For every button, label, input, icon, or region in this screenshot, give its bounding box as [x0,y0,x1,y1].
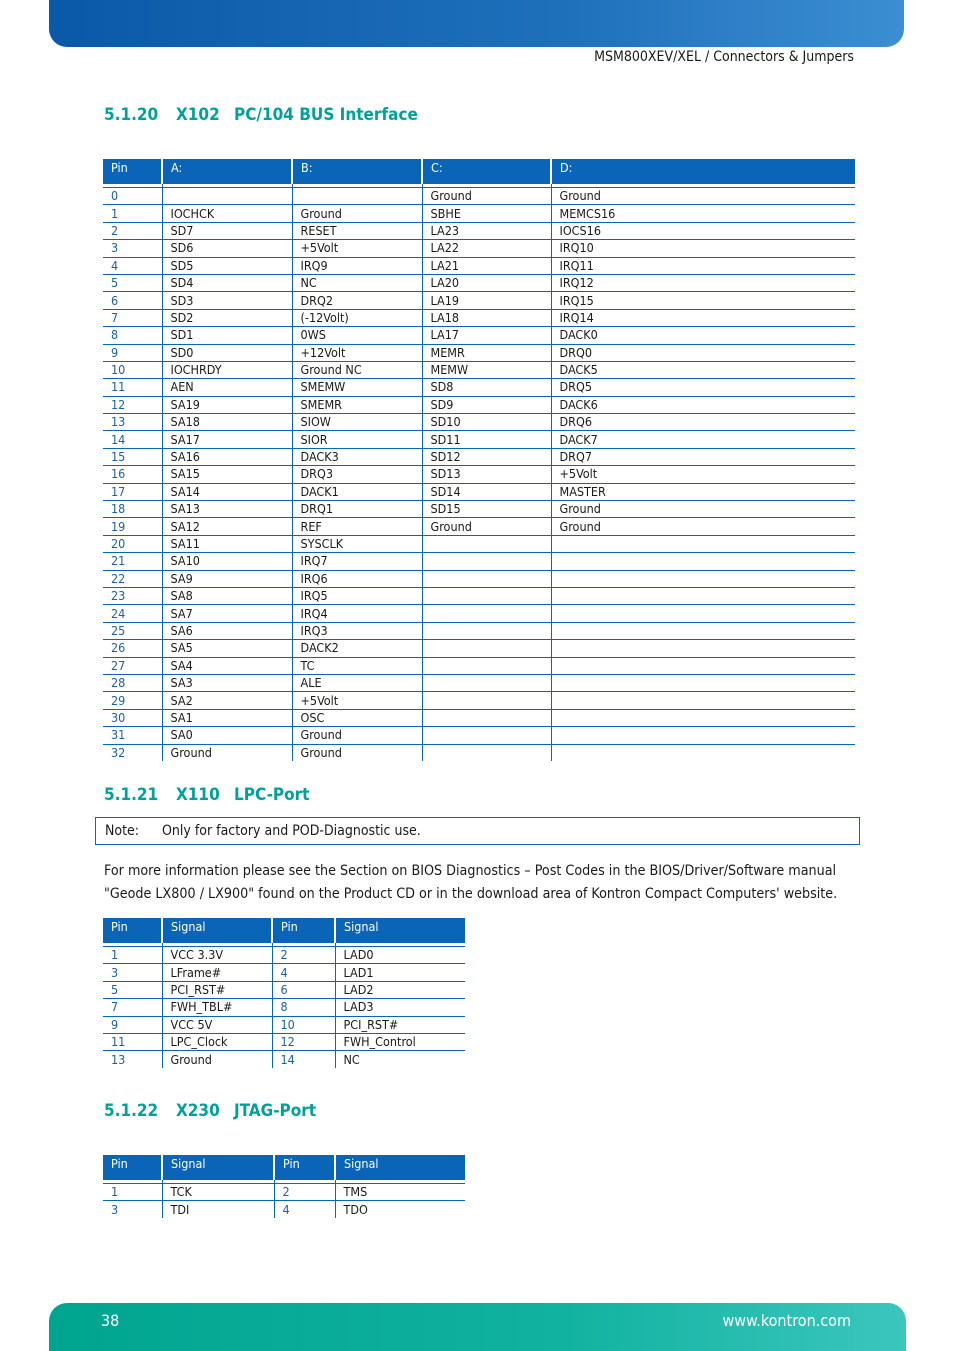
signal-cell: TCK [162,1184,274,1201]
signal-cell: FWH_Control [335,1033,465,1050]
signal-cell [551,640,855,657]
table-row [103,448,855,465]
signal-cell [162,188,292,205]
pin-number-cell: 24 [103,605,162,622]
signal-cell: LAD1 [335,964,465,981]
signal-cell: DACK2 [292,640,422,657]
signal-cell: IOCHCK [162,205,292,222]
pin-number-cell: 7 [103,999,162,1016]
signal-cell: IOCHRDY [162,361,292,378]
header-bar [49,0,904,47]
signal-cell [551,744,855,761]
signal-cell: LAD2 [335,981,465,998]
signal-cell: LA21 [422,257,551,274]
section-title-x110 [104,785,310,805]
table-row [103,947,465,964]
signal-cell: DRQ5 [551,379,855,396]
signal-cell: Ground [292,727,422,744]
table-row [103,257,855,274]
signal-cell [551,553,855,570]
signal-cell: MASTER [551,483,855,500]
website-link[interactable]: www.kontron.com [722,1311,851,1330]
pin-number-cell: 20 [103,535,162,552]
signal-cell: Ground [551,188,855,205]
table-row [103,205,855,222]
signal-cell: IRQ4 [292,605,422,622]
signal-cell: SD8 [422,379,551,396]
signal-cell: FWH_TBL# [162,999,272,1016]
pin-number-cell: 8 [272,999,335,1016]
table-row [103,981,465,998]
table-row [103,466,855,483]
signal-cell: SA1 [162,709,292,726]
signal-cell: PCI_RST# [335,1016,465,1033]
pin-number-cell: 9 [103,1016,162,1033]
signal-cell [422,657,551,674]
signal-cell [422,709,551,726]
signal-cell: DACK7 [551,431,855,448]
pin-number-cell: 3 [103,964,162,981]
column-header: Pin [272,918,335,943]
pin-number-cell: 9 [103,344,162,361]
pin-number-cell: 6 [103,292,162,309]
signal-cell: LA18 [422,309,551,326]
table-row [103,1051,465,1068]
column-header: Signal [335,1155,465,1180]
pin-number-cell: 4 [103,257,162,274]
signal-cell: DRQ0 [551,344,855,361]
note-box [95,817,860,845]
signal-cell: SA17 [162,431,292,448]
signal-cell: OSC [292,709,422,726]
note-label: Note: [105,823,140,839]
signal-cell [422,553,551,570]
pin-number-cell: 1 [103,1184,162,1201]
table-row [103,361,855,378]
signal-cell: SBHE [422,205,551,222]
table-row [103,501,855,518]
pin-number-cell: 2 [274,1184,335,1201]
table-row [103,1033,465,1050]
column-header: Pin [103,918,162,943]
signal-cell: IRQ11 [551,257,855,274]
signal-cell: SA2 [162,692,292,709]
signal-cell [551,587,855,604]
signal-cell [551,657,855,674]
signal-cell: +5Volt [551,466,855,483]
signal-cell: DRQ1 [292,501,422,518]
signal-cell: LA20 [422,274,551,291]
table-header-row [103,918,465,943]
page-number: 38 [101,1311,120,1330]
pin-number-cell: 31 [103,727,162,744]
signal-cell: VCC 3.3V [162,947,272,964]
info-paragraph: For more information please see the Section on BIOS Diagnostics – Post Codes in the BIOS/Driver/Software manual "Geode LX800 / LX900" found on the Product CD or in the download area of Kontron Compact Computers' website. [104,863,838,902]
table-row [103,396,855,413]
pin-number-cell: 10 [103,361,162,378]
signal-cell: PCI_RST# [162,981,272,998]
signal-cell: IRQ12 [551,274,855,291]
signal-cell [422,622,551,639]
signal-cell [551,709,855,726]
signal-cell: +5Volt [292,240,422,257]
signal-cell: IRQ3 [292,622,422,639]
signal-cell [551,605,855,622]
pin-number-cell: 21 [103,553,162,570]
signal-cell: REF [292,518,422,535]
signal-cell: Ground [292,744,422,761]
signal-cell: SYSCLK [292,535,422,552]
pin-number-cell: 30 [103,709,162,726]
signal-cell: MEMCS16 [551,205,855,222]
signal-cell [422,692,551,709]
pin-number-cell: 4 [274,1201,335,1218]
signal-cell: SD2 [162,309,292,326]
signal-cell: SA12 [162,518,292,535]
pin-number-cell: 32 [103,744,162,761]
signal-cell: +5Volt [292,692,422,709]
section-connector: X102 [176,105,220,125]
section-number: 5.1.20 [104,105,159,125]
signal-cell [551,727,855,744]
table-row [103,640,855,657]
pin-number-cell: 5 [103,274,162,291]
x230-pin-table [103,1155,465,1218]
pin-number-cell: 0 [103,188,162,205]
section-label: PC/104 BUS Interface [234,105,418,125]
pin-number-cell: 28 [103,674,162,691]
pin-number-cell: 26 [103,640,162,657]
signal-cell: SD13 [422,466,551,483]
section-label: JTAG-Port [234,1101,317,1121]
table-row [103,727,855,744]
signal-cell: SIOR [292,431,422,448]
signal-cell [551,622,855,639]
signal-cell: Ground [422,518,551,535]
table-row [103,657,855,674]
column-header: Pin [274,1155,335,1180]
column-header: Signal [335,918,465,943]
signal-cell: IRQ9 [292,257,422,274]
table-row [103,999,465,1016]
table-row [103,605,855,622]
signal-cell: DACK0 [551,327,855,344]
pin-number-cell: 3 [103,1201,162,1218]
pin-number-cell: 12 [103,396,162,413]
pin-number-cell: 27 [103,657,162,674]
x102-pin-table [103,159,855,761]
signal-cell: SD4 [162,274,292,291]
signal-cell: SA9 [162,570,292,587]
signal-cell: SD1 [162,327,292,344]
signal-cell [551,674,855,691]
signal-cell: IOCS16 [551,222,855,239]
column-header: Pin [103,1155,162,1180]
signal-cell: Ground NC [292,361,422,378]
signal-cell: LAD0 [335,947,465,964]
signal-cell: TDI [162,1201,274,1218]
table-row [103,240,855,257]
pin-number-cell: 19 [103,518,162,535]
pin-number-cell: 1 [103,947,162,964]
signal-cell: IRQ7 [292,553,422,570]
pin-number-cell: 7 [103,309,162,326]
x110-pin-table [103,918,465,1068]
signal-cell: DACK3 [292,448,422,465]
signal-cell [551,535,855,552]
signal-cell [422,570,551,587]
signal-cell: LA19 [422,292,551,309]
section-title-x102 [104,105,418,125]
table-row [103,483,855,500]
signal-cell: SA10 [162,553,292,570]
signal-cell: SA7 [162,605,292,622]
column-header: Signal [162,918,272,943]
signal-cell: RESET [292,222,422,239]
column-header: B: [292,159,422,184]
table-row [103,379,855,396]
signal-cell: IRQ15 [551,292,855,309]
signal-cell: SD12 [422,448,551,465]
signal-cell: MEMR [422,344,551,361]
section-number: 5.1.22 [104,1101,159,1121]
signal-cell: SIOW [292,414,422,431]
pin-number-cell: 15 [103,448,162,465]
pin-number-cell: 17 [103,483,162,500]
signal-cell: SA19 [162,396,292,413]
pin-number-cell: 18 [103,501,162,518]
pin-number-cell: 14 [103,431,162,448]
pin-number-cell: 8 [103,327,162,344]
signal-cell: LA23 [422,222,551,239]
signal-cell: IRQ10 [551,240,855,257]
pin-number-cell: 22 [103,570,162,587]
signal-cell: SD6 [162,240,292,257]
signal-cell: SA14 [162,483,292,500]
pin-number-cell: 6 [272,981,335,998]
signal-cell [422,744,551,761]
column-header: C: [422,159,551,184]
signal-cell: VCC 5V [162,1016,272,1033]
column-header: Signal [162,1155,274,1180]
signal-cell: SD7 [162,222,292,239]
signal-cell: DACK5 [551,361,855,378]
table-row [103,744,855,761]
document-header-title: MSM800XEV/XEL / Connectors & Jumpers [594,49,854,65]
table-row [103,414,855,431]
signal-cell: SA16 [162,448,292,465]
signal-cell: Ground [422,188,551,205]
signal-cell [422,640,551,657]
pin-number-cell: 12 [272,1033,335,1050]
signal-cell: Ground [162,1051,272,1068]
signal-cell: +12Volt [292,344,422,361]
signal-cell: SA8 [162,587,292,604]
signal-cell: SD5 [162,257,292,274]
column-header: D: [551,159,855,184]
signal-cell [422,535,551,552]
table-row [103,274,855,291]
signal-cell: SA0 [162,727,292,744]
signal-cell: TMS [335,1184,465,1201]
table-row [103,587,855,604]
table-row [103,222,855,239]
signal-cell: DRQ2 [292,292,422,309]
signal-cell: TC [292,657,422,674]
signal-cell: 0WS [292,327,422,344]
signal-cell: Ground [551,501,855,518]
section-connector: X110 [176,785,220,805]
table-row [103,570,855,587]
signal-cell: DRQ6 [551,414,855,431]
pin-number-cell: 13 [103,414,162,431]
signal-cell: LAD3 [335,999,465,1016]
signal-cell: LA17 [422,327,551,344]
signal-cell: SA15 [162,466,292,483]
table-row [103,535,855,552]
pin-number-cell: 2 [272,947,335,964]
signal-cell: SA13 [162,501,292,518]
signal-cell [422,587,551,604]
table-row [103,309,855,326]
signal-cell: DACK1 [292,483,422,500]
signal-cell: SA11 [162,535,292,552]
pin-number-cell: 14 [272,1051,335,1068]
pin-number-cell: 11 [103,1033,162,1050]
table-row [103,674,855,691]
signal-cell: TDO [335,1201,465,1218]
signal-cell: Ground [292,205,422,222]
signal-cell [422,727,551,744]
signal-cell: SMEMR [292,396,422,413]
signal-cell: SD15 [422,501,551,518]
footer-bar [49,1303,906,1351]
pin-number-cell: 1 [103,205,162,222]
table-row [103,1201,465,1218]
table-row [103,553,855,570]
signal-cell: SA4 [162,657,292,674]
signal-cell [292,188,422,205]
pin-number-cell: 25 [103,622,162,639]
signal-cell: SD9 [422,396,551,413]
pin-number-cell: 16 [103,466,162,483]
signal-cell: IRQ5 [292,587,422,604]
signal-cell: DRQ7 [551,448,855,465]
table-row [103,431,855,448]
table-header-row [103,159,855,184]
section-number: 5.1.21 [104,785,159,805]
table-row [103,692,855,709]
signal-cell: SA6 [162,622,292,639]
signal-cell: Ground [551,518,855,535]
signal-cell: IRQ6 [292,570,422,587]
pin-number-cell: 3 [103,240,162,257]
signal-cell: LPC_Clock [162,1033,272,1050]
column-header: A: [162,159,292,184]
signal-cell: NC [335,1051,465,1068]
table-row [103,188,855,205]
signal-cell: SA3 [162,674,292,691]
table-row [103,964,465,981]
signal-cell: SA5 [162,640,292,657]
signal-cell: SD10 [422,414,551,431]
table-row [103,344,855,361]
signal-cell: AEN [162,379,292,396]
signal-cell: (-12Volt) [292,309,422,326]
pin-number-cell: 10 [272,1016,335,1033]
note-text: Only for factory and POD-Diagnostic use. [162,823,421,839]
signal-cell [551,692,855,709]
table-header-row [103,1155,465,1180]
signal-cell: Ground [162,744,292,761]
table-row [103,1184,465,1201]
pin-number-cell: 23 [103,587,162,604]
pin-number-cell: 5 [103,981,162,998]
table-row [103,622,855,639]
signal-cell [422,674,551,691]
signal-cell: SD14 [422,483,551,500]
signal-cell: DRQ3 [292,466,422,483]
signal-cell: LA22 [422,240,551,257]
signal-cell: DACK6 [551,396,855,413]
table-row [103,327,855,344]
signal-cell: SA18 [162,414,292,431]
signal-cell: ALE [292,674,422,691]
signal-cell: SD3 [162,292,292,309]
table-row [103,1016,465,1033]
pin-number-cell: 11 [103,379,162,396]
section-title-x230 [104,1101,316,1121]
signal-cell: NC [292,274,422,291]
table-row [103,292,855,309]
pin-number-cell: 13 [103,1051,162,1068]
signal-cell: SD0 [162,344,292,361]
section-label: LPC-Port [234,785,310,805]
section-connector: X230 [176,1101,220,1121]
signal-cell [422,605,551,622]
signal-cell: SD11 [422,431,551,448]
signal-cell: IRQ14 [551,309,855,326]
table-row [103,518,855,535]
table-row [103,709,855,726]
pin-number-cell: 4 [272,964,335,981]
pin-number-cell: 2 [103,222,162,239]
pin-number-cell: 29 [103,692,162,709]
column-header: Pin [103,159,162,184]
signal-cell [551,570,855,587]
signal-cell: LFrame# [162,964,272,981]
signal-cell: SMEMW [292,379,422,396]
signal-cell: MEMW [422,361,551,378]
